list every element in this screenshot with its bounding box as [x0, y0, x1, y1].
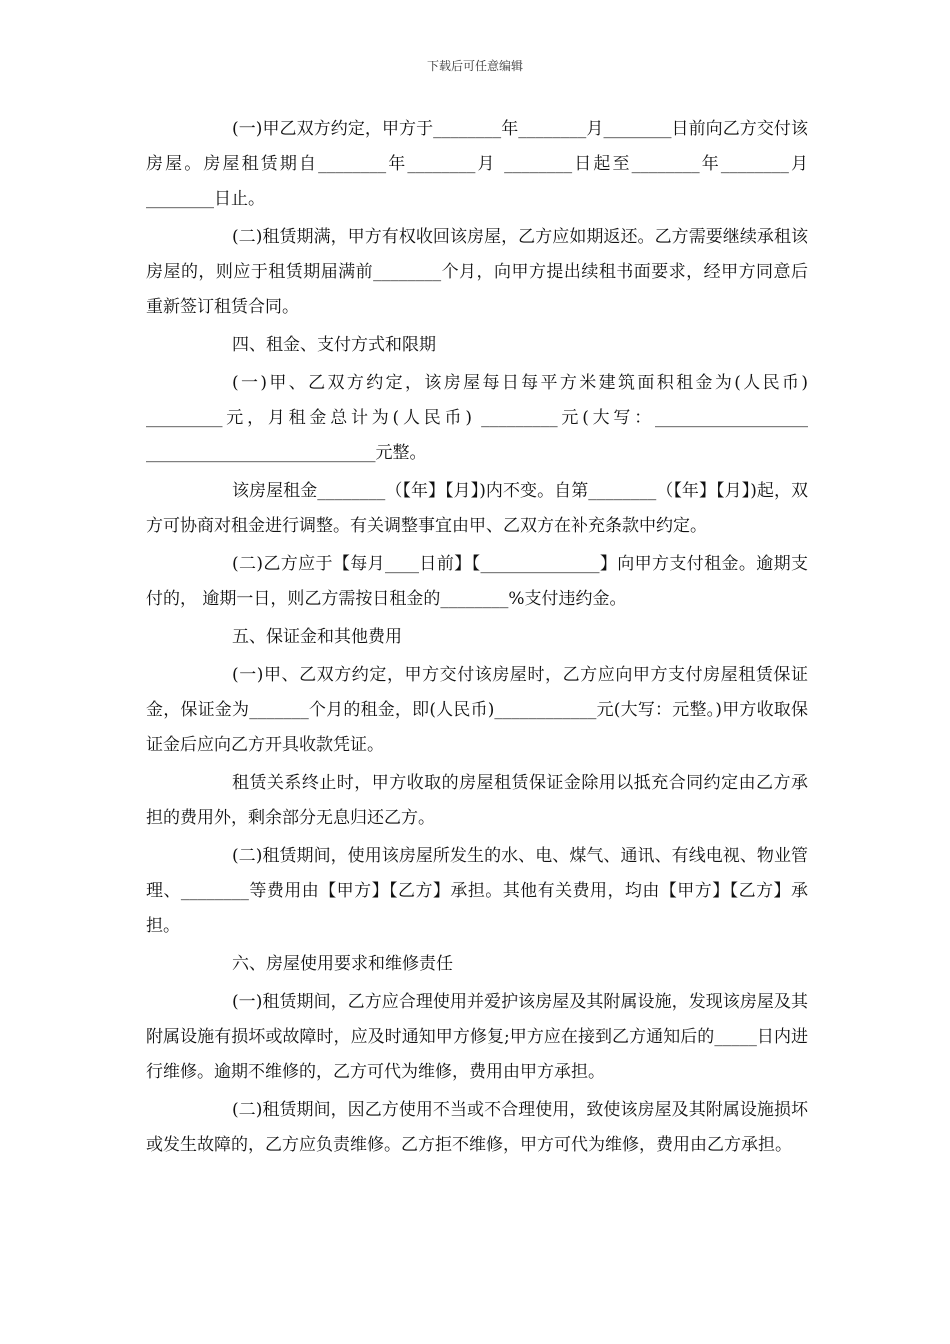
section-heading-rent: 四、租金、支付方式和限期	[232, 335, 436, 355]
clause-deposit: (一)甲、乙双方约定，甲方交付该房屋时，乙方应向甲方支付房屋租赁保证金，保证金为_______个月的租金，即(人民币)____________元(大写：元整。)甲方收取保证金后应向乙方开具收款凭证。	[146, 665, 808, 755]
section-heading-deposit: 五、保证金和其他费用	[232, 627, 402, 647]
document-body	[146, 112, 808, 1166]
section-heading-maintenance: 六、房屋使用要求和维修责任	[232, 954, 453, 974]
clause-delivery-term: (一)甲乙双方约定，甲方于________年________月________日前向乙方交付该房屋。房屋租赁期自________年________月 ________日起至________年________月________日止。	[146, 119, 808, 209]
clause-rent-amount: (一)甲、乙双方约定，该房屋每日每平方米建筑面积租金为(人民币) _________元，月租金总计为(人民币) _________元(大写：__________________ ___________________________元整。	[146, 373, 808, 463]
clause-rent-payment: (二)乙方应于【每月____日前】【______________】向甲方支付租金。逾期支付的， 逾期一日，则乙方需按日租金的________%支付违约金。	[146, 554, 808, 609]
clause-other-fees: (二)租赁期间，使用该房屋所发生的水、电、煤气、通讯、有线电视、物业管理、________等费用由【甲方】【乙方】承担。其他有关费用，均由【甲方】【乙方】承担。	[146, 846, 808, 936]
clause-landlord-repair: (一)租赁期间，乙方应合理使用并爱护该房屋及其附属设施，发现该房屋及其附属设施有损坏或故障时，应及时通知甲方修复;甲方应在接到乙方通知后的_____日内进行维修。逾期不维修的，乙方可代为维修，费用由甲方承担。	[146, 992, 808, 1082]
clause-deposit-return: 租赁关系终止时，甲方收取的房屋租赁保证金除用以抵充合同约定由乙方承担的费用外，剩余部分无息归还乙方。	[146, 773, 808, 828]
clause-rent-adjustment: 该房屋租金________（【年】【月】)内不变。自第________（【年】【月】)起，双方可协商对租金进行调整。有关调整事宜由甲、乙双方在补充条款中约定。	[146, 481, 808, 536]
clause-renewal: (二)租赁期满，甲方有权收回该房屋，乙方应如期返还。乙方需要继续承租该房屋的，则应于租赁期届满前________个月，向甲方提出续租书面要求，经甲方同意后重新签订租赁合同。	[146, 227, 808, 317]
clause-tenant-repair: (二)租赁期间，因乙方使用不当或不合理使用，致使该房屋及其附属设施损坏或发生故障的，乙方应负责维修。乙方拒不维修，甲方可代为维修，费用由乙方承担。	[146, 1100, 808, 1155]
page-header: 下载后可任意编辑	[426, 59, 523, 73]
